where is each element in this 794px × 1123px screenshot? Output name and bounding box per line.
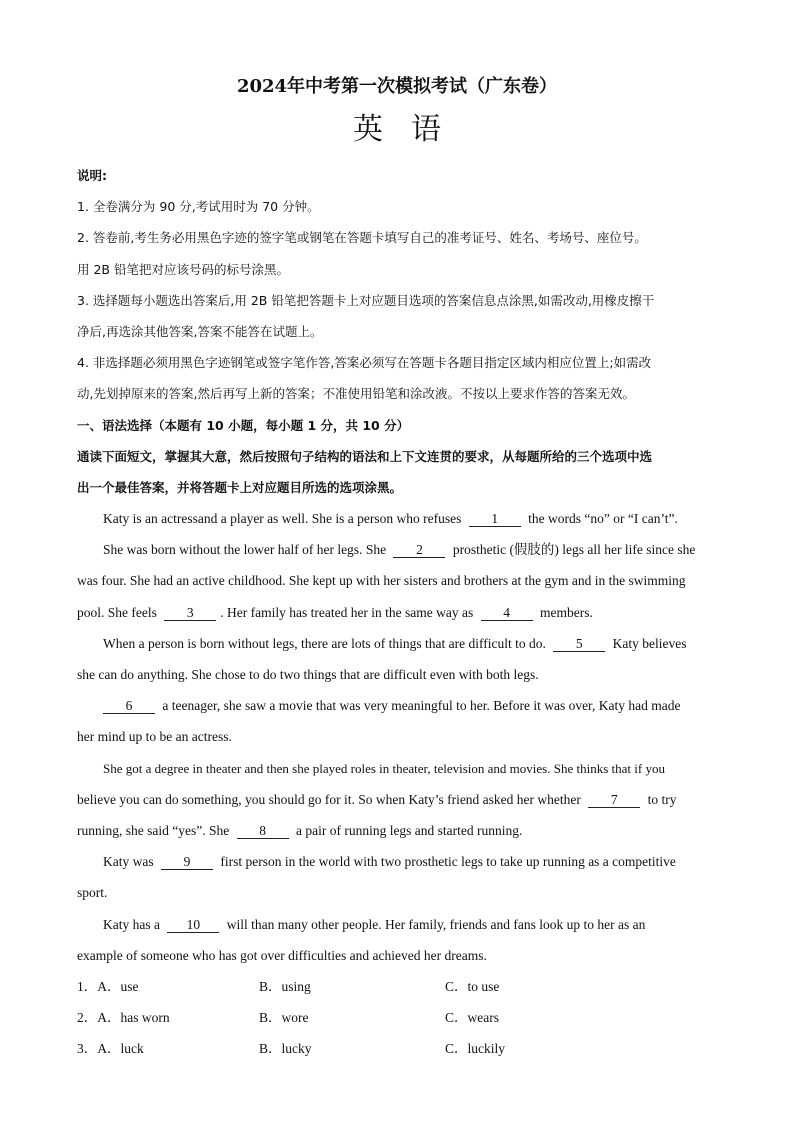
passage-line [77, 790, 718, 821]
passage-text: Katy is an actressand a player as well. She is a person who refuses [103, 511, 462, 527]
blank-6: 6 [103, 699, 155, 714]
passage-text: Katy has a [103, 916, 160, 932]
passage-text: . Her family has treated her in the same way as [220, 604, 474, 620]
passage-line [77, 634, 718, 665]
instructions-heading: 说明: [77, 168, 107, 183]
passage-text: a pair of running legs and started running. [295, 822, 523, 838]
passage-line: her mind up to be an actress. [77, 729, 232, 745]
passage-line: was four. She had an active childhood. She kept up with her sisters and brothers at the gym and in the swimming [77, 573, 686, 589]
passage-text: a teenager, she saw a movie that was very meaningful to her. Before it was over, Katy had made [162, 698, 681, 714]
exam-title: 2024年中考第一次模拟考试（广东卷） [236, 76, 558, 97]
passage-text: running, she said “yes”. She [77, 822, 230, 838]
section-directions-1: 通读下面短文，掌握其大意，然后按照句子结构的语法和上下文连贯的要求，从每题所给的三个选项中选 [77, 448, 653, 464]
passage-line: she can do anything. She chose to do two things that are difficult even with both legs. [77, 667, 539, 682]
option-c[interactable]: C．luckily [445, 1041, 505, 1057]
option-c[interactable]: C．wears [445, 1010, 499, 1026]
blank-10: 10 [167, 918, 219, 933]
blank-3: 3 [164, 606, 216, 621]
section-heading: 一、语法选择（本题有 10 小题，每小题 1 分，共 10 分） [77, 417, 410, 433]
question-options-1 [77, 977, 718, 1008]
option-b[interactable]: B．using [259, 978, 311, 994]
passage-text: prosthetic (假肢的) legs all her life since she [452, 542, 696, 558]
passage-text: to try [647, 791, 677, 807]
passage-text: When a person is born without legs, there are lots of things that are difficult to do. [103, 635, 546, 651]
passage-line [77, 540, 718, 571]
passage-line [77, 696, 718, 727]
option-a[interactable]: 3．A．luck [77, 1041, 144, 1057]
passage-line: She got a degree in theater and then she played roles in theater, television and movies. She thinks that if you [103, 760, 665, 776]
option-c[interactable]: C．to use [445, 978, 500, 994]
option-a[interactable]: 1．A．use [77, 978, 139, 994]
blank-7: 7 [588, 793, 640, 808]
passage-text: Katy was [103, 854, 154, 870]
blank-1: 1 [469, 512, 521, 527]
passage-line [77, 603, 718, 634]
passage-text: first person in the world with two prosthetic legs to take up running as a competitive [220, 854, 676, 870]
passage-line [77, 509, 718, 540]
exam-content [77, 166, 718, 1070]
instruction-2b: 用 2B 铅笔把对应该号码的标号涂黑。 [77, 261, 289, 277]
blank-2: 2 [393, 543, 445, 558]
passage-text: will than many other people. Her family, friends and fans look up to her as an [226, 916, 646, 932]
passage-line: sport. [77, 885, 108, 901]
instruction-3b: 净后,再选涂其他答案,答案不能答在试题上。 [77, 323, 323, 339]
blank-5: 5 [553, 637, 605, 652]
passage-line [77, 915, 718, 946]
instruction-3a: 3. 选择题每小题选出答案后,用 2B 铅笔把答题卡上对应题目选项的答案信息点涂黑,如需改动,用橡皮擦干 [77, 292, 655, 308]
question-options-3 [77, 1039, 718, 1070]
option-b[interactable]: B．wore [259, 1010, 309, 1026]
section-directions-2: 出一个最佳答案，并将答题卡上对应题目所选的选项涂黑。 [77, 479, 403, 495]
passage-text: members. [540, 604, 593, 620]
instruction-1: 1. 全卷满分为 90 分,考试用时为 70 分钟。 [77, 199, 320, 215]
passage-line: example of someone who has got over difficulties and achieved her dreams. [77, 947, 487, 963]
passage-text: She was born without the lower half of her legs. She [103, 542, 387, 558]
blank-9: 9 [161, 855, 213, 870]
passage-line [77, 821, 718, 852]
blank-8: 8 [237, 824, 289, 839]
instruction-4b: 动,先划掉原来的答案,然后再写上新的答案；不准使用铅笔和涂改液。不按以上要求作答的答案无效。 [77, 386, 635, 402]
passage-text: believe you can do something, you should go for it. So when Katy’s friend asked her whether [77, 791, 581, 807]
passage-text: Katy believes [612, 635, 687, 651]
instruction-2a: 2. 答卷前,考生务必用黑色字迹的签字笔或钢笔在答题卡填写自己的准考证号、姓名、考场号、座位号。 [77, 230, 647, 246]
option-b[interactable]: B．lucky [259, 1041, 312, 1057]
instruction-4a: 4. 非选择题必须用黑色字迹钢笔或签字笔作答,答案必须写在答题卡各题目指定区域内相应位置上;如需改 [77, 355, 652, 371]
question-options-2 [77, 1008, 718, 1039]
passage-text: pool. She feels [77, 604, 157, 620]
passage-text: the words “no” or “I can’t”. [528, 511, 678, 527]
passage-line [77, 852, 718, 883]
subject-title: 英语 [353, 112, 469, 147]
option-a[interactable]: 2．A．has worn [77, 1010, 170, 1026]
blank-4: 4 [481, 606, 533, 621]
